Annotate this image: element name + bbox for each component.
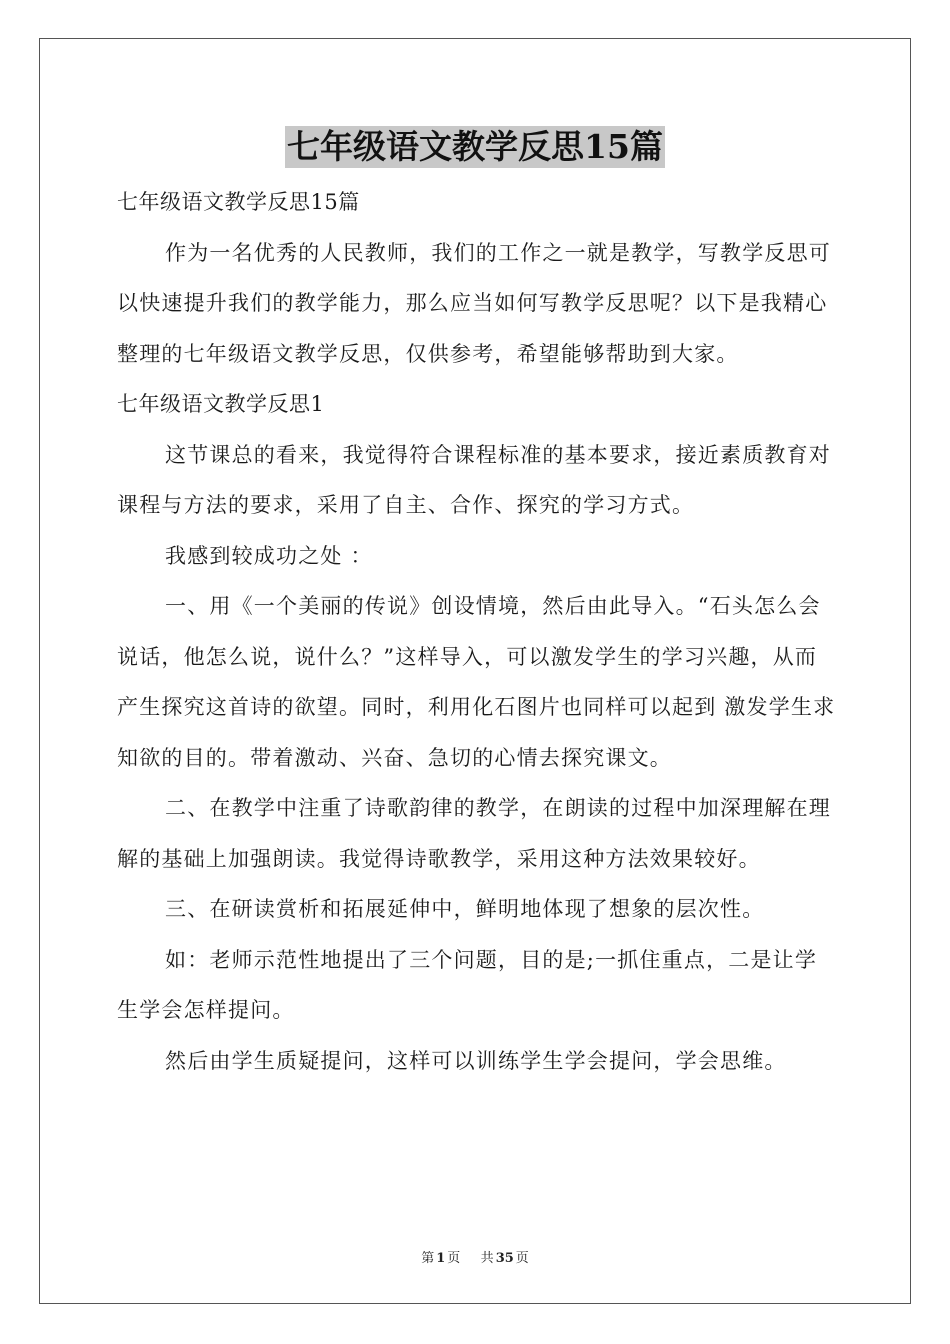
paragraph: 我感到较成功之处 ： xyxy=(165,543,373,568)
page-prefix: 第 xyxy=(421,1251,435,1266)
paragraph: 这节课总的看来，我觉得符合课程标准的基本要求，接近素质教育对课程与方法的要求，采用了自主、合作、探究的学习方式。 xyxy=(117,442,831,517)
paragraph: 如：老师示范性地提出了三个问题，目的是;一抓住重点，二是让学生学会怎样提问。 xyxy=(117,947,818,1022)
total-suffix: 页 xyxy=(515,1251,529,1266)
current-page: 1 xyxy=(436,1251,446,1266)
page-number xyxy=(419,1251,462,1266)
paragraph: 三、在研读赏析和拓展延伸中，鲜明地体现了想象的层次性。 xyxy=(165,897,765,921)
paragraph: 作为一名优秀的人民教师，我们的工作之一就是教学，写教学反思可以快速提升我们的教学能力，那么应当如何写教学反思呢？以下是我精心整理的七年级语文教学反思，仅供参考，希望能够帮助到大家。 xyxy=(117,240,831,366)
total-count: 35 xyxy=(495,1251,514,1266)
total-prefix: 共 xyxy=(480,1251,494,1266)
page-suffix: 页 xyxy=(447,1251,461,1266)
paragraph: 然后由学生质疑提问，这样可以训练学生学会提问，学会思维。 xyxy=(165,1048,787,1073)
document-title: 七年级语文教学反思15篇 xyxy=(287,127,663,166)
document-body xyxy=(117,177,837,1086)
section-heading: 七年级语文教学反思1 xyxy=(117,392,325,416)
paragraph: 一、用《一个美丽的传说》创设情境，然后由此导入。“石头怎么会说话，他怎么说，说什么？”这样导入，可以激发学生的学习兴趣，从而产生探究这首诗的欲望。同时，利用化石图片也同样可以起到 激发学生求知欲的目的。带着激动、兴奋、急切的心情去探究课文。 xyxy=(117,594,836,770)
title-container xyxy=(0,126,950,168)
section-heading: 七年级语文教学反思15篇 xyxy=(117,190,360,214)
page-footer xyxy=(0,1247,950,1266)
total-pages xyxy=(479,1251,531,1266)
paragraph: 二、在教学中注重了诗歌韵律的教学，在朗读的过程中加深理解在理解的基础上加强朗读。我觉得诗歌教学，采用这种方法效果较好。 xyxy=(117,796,831,871)
